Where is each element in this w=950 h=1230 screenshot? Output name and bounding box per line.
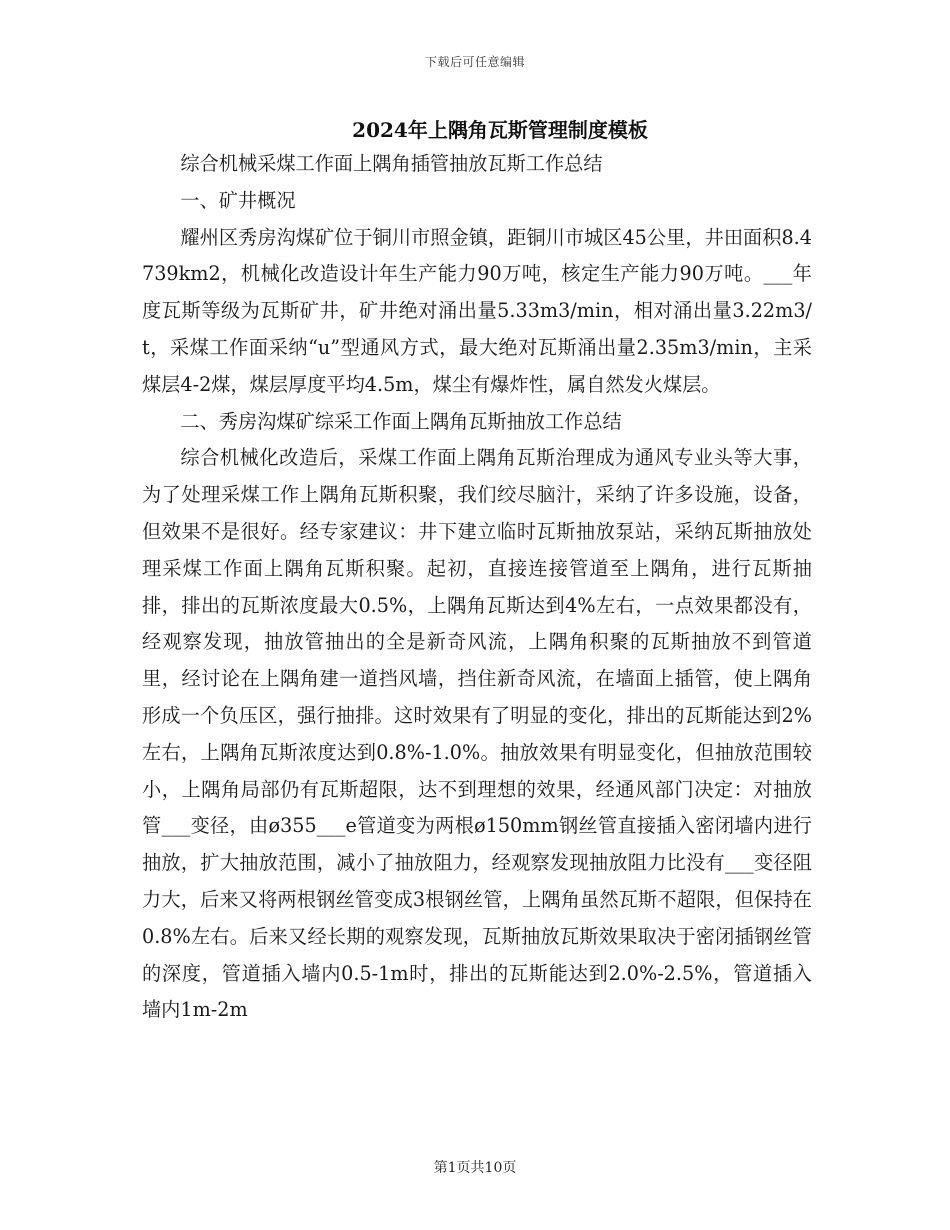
section-heading-drainage-summary: 二、秀房沟煤矿综采工作面上隅角瓦斯抽放工作总结	[180, 409, 622, 433]
paragraph-mine-overview: 耀州区秀房沟煤矿位于铜川市照金镇，距铜川市城区45公里，井田面积8.4739km2，机械化改造设计年生产能力90万吨，核定生产能力90万吨。___年度瓦斯等级为瓦斯矿井，矿井绝对涌出量5.33m3/min，相对涌出量3.22m3/t，采煤工作面采纳“u”型通风方式，最大绝对瓦斯涌出量2.35m3/min，主采煤层4-2煤，煤层厚度平均4.5m，煤尘有爆炸性，属自然发火煤层。	[142, 225, 812, 396]
paragraph-drainage-summary: 综合机械化改造后，采煤工作面上隅角瓦斯治理成为通风专业头等大事，为了处理采煤工作上隅角瓦斯积聚，我们绞尽脑汁，采纳了许多设施，设备，但效果不是很好。经专家建议：井下建立临时瓦斯抽放泵站，采纳瓦斯抽放处理采煤工作面上隅角瓦斯积聚。起初，直接连接管道至上隅角，进行瓦斯抽排，排出的瓦斯浓度最大0.5%，上隅角瓦斯达到4%左右，一点效果都没有，经观察发现，抽放管抽出的全是新奇风流，上隅角积聚的瓦斯抽放不到管道里，经讨论在上隅角建一道挡风墙，挡住新奇风流，在墙面上插管，使上隅角形成一个负压区，强行抽排。这时效果有了明显的变化，排出的瓦斯能达到2%左右，上隅角瓦斯浓度达到0.8%-1.0%。抽放效果有明显变化，但抽放范围较小，上隅角局部仍有瓦斯超限，达不到理想的效果，经通风部门决定：对抽放管___变径，由ø355___e管道变为两根ø150mm钢丝管直接插入密闭墙内进行抽放，扩大抽放范围，减小了抽放阻力，经观察发现抽放阻力比没有___变径阻力大，后来又将两根钢丝管变成3根钢丝管，上隅角虽然瓦斯不超限，但保持在0.8%左右。后来又经长期的观察发现，瓦斯抽放瓦斯效果取决于密闭插钢丝管的深度，管道插入墙内0.5-1m时，排出的瓦斯能达到2.0%-2.5%，管道插入墙内1m-2m	[142, 446, 812, 1022]
page-header-note: 下载后可任意编辑	[424, 55, 525, 69]
document-title: 2024年上隅角瓦斯管理制度模板	[352, 118, 648, 142]
paragraph-subtitle: 综合机械采煤工作面上隅角插管抽放瓦斯工作总结	[180, 152, 603, 175]
document-body	[142, 146, 812, 1029]
page-number-footer: 第1页共10页	[433, 1160, 517, 1176]
section-heading-mine-overview: 一、矿井概况	[180, 188, 296, 212]
